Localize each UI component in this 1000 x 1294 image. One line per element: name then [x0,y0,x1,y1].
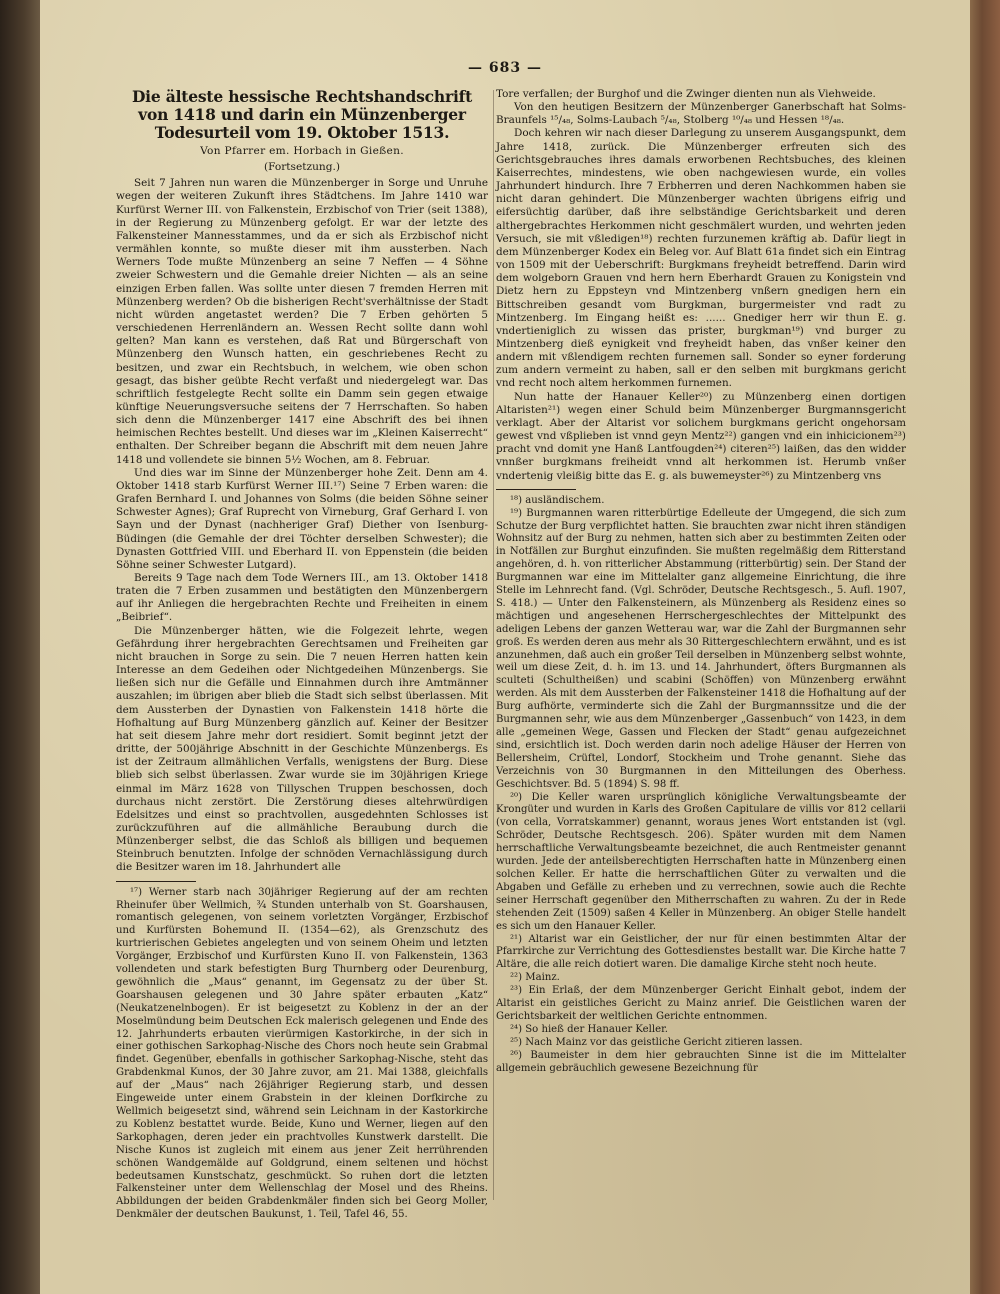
footnote: ²⁵) Nach Mainz vor das geistliche Gericht zitieren lassen. [510,1036,803,1048]
footnote: ¹⁷) Werner starb nach 30jähriger Regierung auf der am rechten Rheinufer über Wellmich, ¾ Stunden unterhalb von St. Goarshausen, romantisch gelegenen, von seinem vorletzten Vorgänger, Erzbischof und Kurfürsten Bohemund II. (1354—62), als Grenzschutz des kurtrierischen Gebietes angelegten und von seinem Oheim und letzten Vorgänger, Erzbischof und Kurfürsten Kuno II. von Falkenstein, 1363 vollendeten und stark befestigten Burg Thurnberg oder Deurenburg, gewöhnlich die „Maus“ genannt, im Gegensatz zu der über St. Goarshausen gelegenen und 30 Jahre später erbauten „Katz“ (Neukatzenelnbogen). Er ist beigesetzt zu Koblenz in der an der Moselmündung beim Deutschen Eck malerisch gelegenen und Ende des 12. Jahrhunderts erbauten vierürmigen Kastorkirche, in der sich in einer gothischen Sarkophag-Nische des Chors noch heute sein Grabmal findet. Gegenüber, ebenfalls in gothischer Sarkophag-Nische, steht das Grabdenkmal Kunos, der 30 Jahre zuvor, am 21. Mai 1388, gleichfalls auf der „Maus“ nach 26jähriger Regierung starb, und dessen Eingeweide unter einem Grabstein in der kleinen Dorfkirche zu Wellmich beigesetzt sind, während sein Leichnam in der Kastorkirche zu Koblenz bestattet wurde. Beide, Kuno und Werner, liegen auf den Sarkophagen, deren jeder ein prachtvolles Kunstwerk darstellt. Die Nische Kunos ist zugleich mit einem aus jener Zeit herrührenden schönen Wandgemälde auf Goldgrund, einem seltenen und höchst bedeutsamen Kunstschatz, geschmückt. So ruhen dort die letzten Falkensteiner unter dem Wellenschlag der Mosel und des Rheins. Abbildungen der beiden Grabdenkmäler finden sich bei Georg Moller, Denkmäler der deutschen Baukunst, 1. Teil, Tafel 46, 55. [116,886,488,1221]
footnote: ¹⁹) Burgmannen waren ritterbürtige Edelleute der Umgegend, die sich zum Schutze der Burg verpflichtet hatten. Sie brauchten zwar nicht ihren ständigen Wohnsitz auf der Burg zu nehmen, hatten sich aber zu bestimmten Zeiten oder in Notfällen zur Burghut einzufinden. Sie mußten regelmäßig dem Ritterstand angehören, d. h. von ritterlicher Abstammung (ritterbürtig) sein. Der Stand der Burgmannen war eine im Mittelalter ganz allgemeine Einrichtung, die ihre Stelle im Lehnrecht fand. (Vgl. Schröder, Deutsche Rechtsgesch., 5. Aufl. 1907, S. 418.) — Unter den Falkensteinern, als Münzenberg als Residenz eines so mächtigen und angesehenen Herrschergeschlechtes der Mittelpunkt des adeligen Lebens der ganzen Wetterau war, war die Zahl der Burgmannen sehr groß. Es werden deren aus mehr als 30 Rittergeschlechtern erwähnt, und es ist anzunehmen, daß auch ein großer Teil derselben in Münzenberg selbst wohnte, weil um diese Zeit, d. h. im 13. und 14. Jahrhundert, öfters Burgmannen als sculteti (Schultheißen) und scabini (Schöffen) von Münzenberg erwähnt werden. Als mit dem Aussterben der Falkensteiner 1418 die Hofhaltung auf der Burg aufhörte, verminderte sich die Zahl der Burgmannssitze und die der Burgmannen sehr, wie aus dem Münzenberger „Gassenbuch“ von 1423, in dem alle „gemeinen Wege, Gassen und Flecken der Stadt“ genau aufgezeichnet sind, ersichtlich ist. Doch werden darin noch adelige Häuser der Herren von Bellersheim, Crüftel, Londorf, Stockheim und Trohe genannt. Siehe das Verzeichnis von 30 Burgmannen in den Mitteilungen des Oberhess. Geschichtsver. Bd. 5 (1894) S. 98 ff. [496,507,906,790]
article-title: Die älteste hessische Rechtshandschrift von 1418 und darin ein Münzenberger Todesurteil vom 19. Oktober 1513. [131,87,473,142]
body-paragraph: Seit 7 Jahren nun waren die Münzenberger in Sorge und Unruhe wegen der weiteren Zukunft ihres Städtchens. Im Jahre 1410 war Kurfürst Werner III. von Falkenstein, Erzbischof von Trier (seit 1388), in der Regierung zu Münzenberg gefolgt. Er war der letzte des Falkensteiner Mannesstammes, und da er sich als Erzbischof nicht vermählen konnte, so mußte dieser mit ihm aussterben. Nach Werners Tode mußte Münzenberg an seine 7 Neffen — 4 Söhne zweier Schwestern und die Gemahle dreier Nichten — als an seine einzigen Erben fallen. Was sollte unter diesen 7 fremden Herren mit Münzenberg werden? Ob die bisherigen Recht'sverhältnisse der Stadt nicht würden angetastet werden? Die 7 Erben gehörten 5 verschiedenen Herrenländern an. Wessen Recht sollte dann wohl gelten? Man kann es verstehen, daß Rat und Bürgerschaft von Münzenberg den Wunsch hatten, ein geschriebenes Recht zu besitzen, und zwar ein Rechtsbuch, in welchem, wie oben schon gesagt, das bisher geübte Recht verfaßt und niedergelegt war. Das schriftlich festgelegte Recht sollte ein Damm sein gegen etwaige künftige Neuerungsversuche seitens der 7 Herrschaften. So haben sich denn die Münzenberger 1417 eine Abschrift des bei ihnen heimischen Rechtes bestellt. Und dieses war im „Kleinen Kaiserrecht“ enthalten. Der Schreiber begann die Abschrift mit dem neuen Jahre 1418 und vollendete sie binnen 5½ Wochen, am 8. Februar. [116,177,488,466]
footnote: ²³) Ein Erlaß, der dem Münzenberger Gericht Einhalt gebot, indem der Altarist ein geistliches Gericht zu Mainz anrief. Die Geistlichen waren der Gerichtsbarkeit der weltlichen Gerichte entnommen. [496,985,906,1022]
footnote: ²²) Mainz. [510,972,560,984]
footnote: ²⁶) Baumeister in dem hier gebrauchten Sinne ist die im Mittelalter allgemein gebräuchlich gewesene Bezeichnung für [496,1049,906,1074]
footnote: ²¹) Altarist war ein Geistlicher, der nur für einen bestimmten Altar der Pfarrkirche zur Verrichtung des Gottesdienstes bestallt war. Die Kirche hatte 7 Altäre, die alle reich dotiert waren. Die damalige Kirche steht noch heute. [496,933,906,971]
left-column [116,88,488,1222]
footnote: ²⁰) Die Keller waren ursprünglich königliche Verwaltungsbeamte der Krongüter und wurden in Karls des Großen Capitulare de villis vor 812 cellarii (von cella, Vorratskammer) genannt, woraus jenes Wort entstanden ist (vgl. Schröder, Deutsche Rechtsgesch. 206). Später wurden mit dem Namen herrschaftliche Verwaltungsbeamte bezeichnet, die auch Rentmeister genannt wurden. Jede der anteilsberechtigten Herrschaften hatte in Münzenberg einen solchen Keller. Er hatte die herrschaftlichen Güter zu verwalten und die Abgaben und Gefälle zu erheben und zu verrechnen, sowie auch die Rechte seiner Herrschaft gegenüber den Mitherrschaften zu wahren. Zu der in Rede stehenden Zeit (1509) saßen 4 Keller in Münzenberg. An obiger Stelle handelt es sich um den Hanauer Keller. [496,791,906,932]
body-paragraph: Von den heutigen Besitzern der Münzenberger Ganerbschaft hat Solms-Braunfels ¹⁵/₄₈, Solms-Laubach ⁵/₄₈, Stolberg ¹⁰/₄₈ und Hessen ¹⁸/₄₈. [496,101,906,127]
body-paragraph: Die Münzenberger hätten, wie die Folgezeit lehrte, wegen Gefährdung ihrer hergebrachten Gerechtsamen und Freiheiten gar nicht brauchen in Sorge zu sein. Die 7 neuen Herren hatten kein Interesse an dem Gedeihen oder Nichtgedeihen Münzenbergs. Sie ließen sich nur die Gefälle und Einnahmen durch ihre Amtmänner auszahlen; im übrigen aber blieb die Stadt sich selbst überlassen. Mit dem Aussterben der Dynastien von Falkenstein 1418 hörte die Hofhaltung auf Burg Münzenberg gänzlich auf. Keiner der Besitzer hat seit diesem Jahre mehr dort residiert. Somit beginnt jetzt der dritte, der 500jährige Abschnitt in der Geschichte Münzenbergs. Es ist der Zeitraum allmählichen Verfalls, wenigstens der Burg. Diese blieb sich selbst überlassen. Zwar wurde sie im 30jährigen Kriege einmal im März 1628 von Tillyschen Truppen beschossen, doch durchaus nicht zerstört. Die Zerstörung dieses altehrwürdigen Edelsitzes und einst so prachtvollen, ausgedehnten Schlosses ist zurückzuführen auf die allmähliche Beraubung durch die Münzenberger selbst, die das Schloß als billigen und bequemen Steinbruch benutzten. Infolge der schnöden Vernachlässigung durch die Besitzer waren im 18. Jahrhundert alle [116,624,488,874]
body-paragraph: Doch kehren wir nach dieser Darlegung zu unserem Ausgangspunkt, dem Jahre 1418, zurück. Die Münzenberger erfreuten sich des Gerichtsgebrauches ihres damals erworbenen Rechtsbuches, des kleinen Kaiserrechtes, mindestens, wie oben nachgewiesen wurde, ein volles Jahrhundert hindurch. Ihre 7 Erbherren und deren Nachkommen haben sie nicht daran gehindert. Die Münzenberger wachten übrigens eifrig und eifersüchtig darüber, daß ihre selbständige Gerichtsbarkeit und deren althergebrachtes Herkommen nicht geschmälert wurden, und wehrten jeden Versuch, sie mit vßledigen¹⁸) rechten furzunemen kräftig ab. Dafür liegt in dem Münzenberger Kodex ein Beleg vor. Auf Blatt 61a findet sich ein Eintrag von 1509 mit der Ueberschrift: Burgkmans freyheidt betreffend. Darin wird dem wolgeborn Grauen vnd hern hern Eberhardt Grauen zu Konigstein vnd Dietz hern zu Eppsteyn vnd Mintzenberg vnßern gnedigen hern ein Bittschreiben gesandt vom Burgkman, burgermeister vnd radt zu Mintzenberg. Im Eingang heißt es: ...... Gnediger herr wir thun E. g. vndertieniglich zu wissen das prister, burgkman¹⁹) vnd burger zu Mintzenberg dieß eynigkeit vnd freyheidt haben, das vnßer keiner den andern mit vßlendigem rechten furnemen sall. Sonder so eyner forderung zum andern vermeint zu haben, sall er den selben mit burgkmans gericht vnd recht noch altem herkommen furnemen. [496,127,906,390]
body-paragraph: Bereits 9 Tage nach dem Tode Werners III., am 13. Oktober 1418 traten die 7 Erben zusammen und bestätigten den Münzenbergern auf ihr Anliegen die hergebrachten Rechte und Freiheiten in einem „Beibrief“. [116,572,488,624]
footnote: ¹⁸) ausländischem. [510,494,605,506]
footnote: ²⁴) So hieß der Hanauer Keller. [510,1023,669,1035]
footnotes-left [116,887,488,1223]
footnote-rule [496,489,576,490]
footnote-rule [116,881,196,882]
scan-background-right [970,0,1000,1294]
column-divider [493,90,494,1200]
page-number: — 683 — [468,60,542,76]
right-column [496,88,906,1075]
scan-background-left [0,0,40,1294]
body-paragraph: Tore verfallen; der Burghof und die Zwinger dienten nun als Viehweide. [496,88,876,100]
body-paragraph: Nun hatte der Hanauer Keller²⁰) zu Münzenberg einen dortigen Altaristen²¹) wegen einer Schuld beim Münzenberger Burgmannsgericht verklagt. Aber der Altarist vor solichem burgkmans gericht ongehorsam gewest vnd vßplieben ist vnnd geyn Mentz²²) gangen vnd ein inhicicionem²³) pracht vnd domit yne Hanß Lantfougden²⁴) citeren²⁵) laißen, das den widder vnnßer burgkmans freiheidt vnnd alt herkommen ist. Herumb vnßer vndertenig vleißig bitte das E. g. als buwemeyster²⁶) zu Mintzenberg vns [496,390,906,482]
footnotes-right [496,495,906,1076]
document-page [40,0,970,1294]
body-paragraph: Und dies war im Sinne der Münzenberger hohe Zeit. Denn am 4. Oktober 1418 starb Kurfürst Werner III.¹⁷) Seine 7 Erben waren: die Grafen Bernhard I. und Johannes von Solms (die beiden Söhne seiner Schwester Agnes); Graf Ruprecht von Virneburg, Graf Gerhard I. von Sayn und der Dynast (nachheriger Graf) Diether von Isenburg-Büdingen (die Gemahle der drei Töchter derselben Schwester); die Dynasten Gottfried VIII. und Eberhard II. von Eppenstein (die beiden Söhne seiner Schwester Lutgard). [116,466,488,571]
continuation-note: (Fortsetzung.) [263,161,341,174]
article-author: Von Pfarrer em. Horbach in Gießen. [200,145,404,157]
